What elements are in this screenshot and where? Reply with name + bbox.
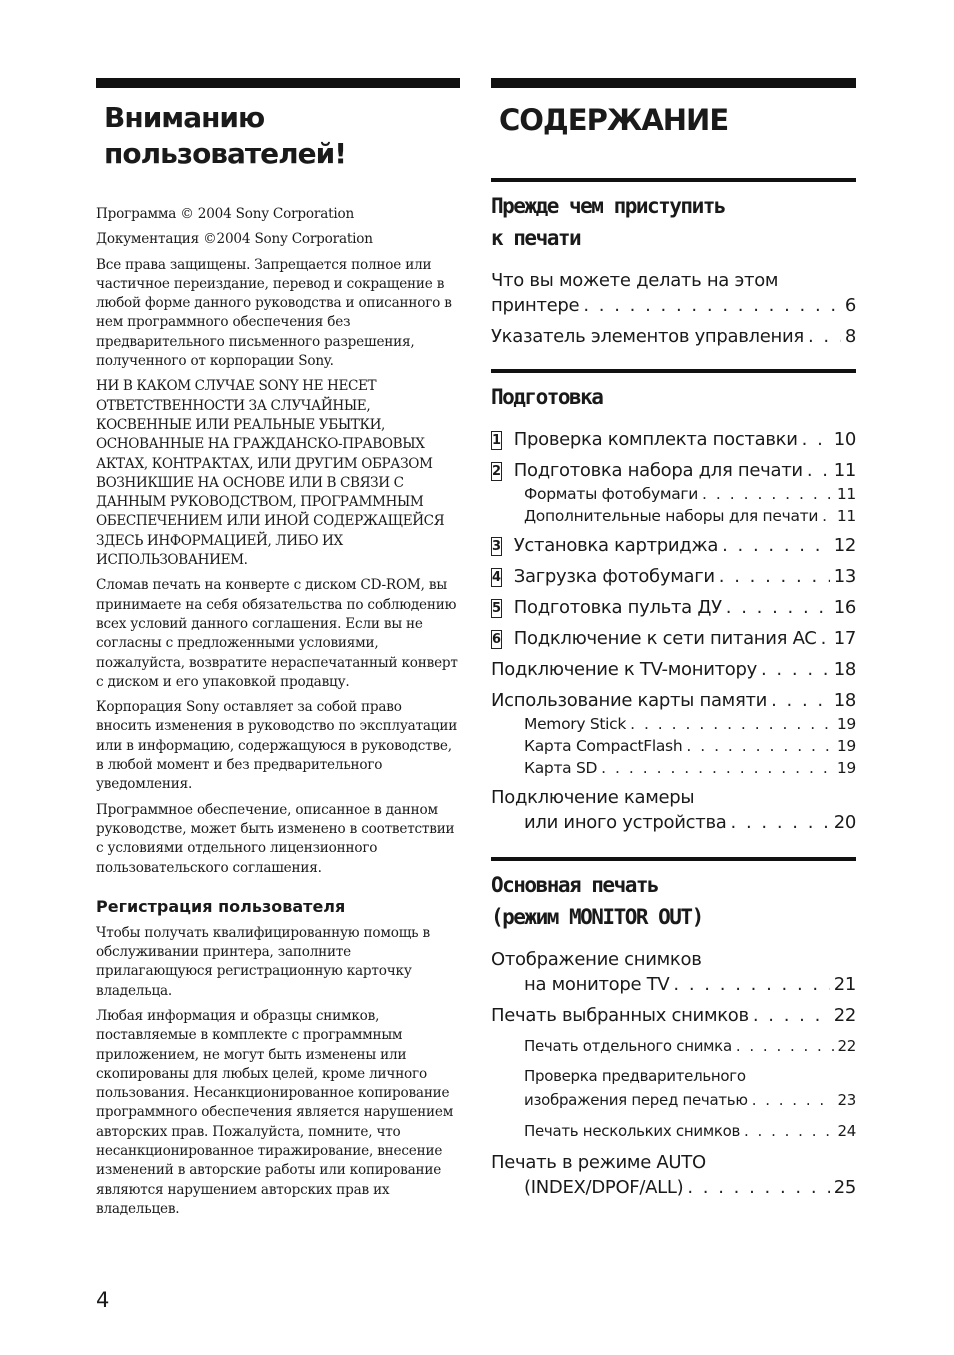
toc-page-number: 19 bbox=[836, 737, 856, 755]
software-paragraph: Программное обеспечение, описанное в данном руководстве, может быть изменено в соответствии с условиями отдельного лицензионного пользовательского соглашения. bbox=[96, 801, 455, 876]
notice-column bbox=[96, 78, 460, 1225]
toc-entry-label: принтере bbox=[491, 295, 580, 316]
toc-entry-label: Печать выбранных снимков bbox=[491, 1005, 749, 1026]
toc-entry-label: Подготовка пульта ДУ bbox=[513, 597, 722, 618]
cdrom-paragraph: Сломав печать на конверте с диском CD-ROM, вы принимаете на себя обязательства по соблюдению всех условий данного соглашения. Если вы не согласны с предложенными условиями, пожалуйста, возвратите нераспечатанный конверт с диском и его упаковкой продавцу. bbox=[96, 577, 458, 690]
toc-page-number: 8 bbox=[844, 326, 856, 347]
toc-page-number: 19 bbox=[836, 759, 856, 777]
toc-subentry[interactable] bbox=[491, 735, 856, 757]
section-heading: Подготовка bbox=[491, 385, 603, 409]
step-number-box: 1 bbox=[492, 433, 501, 448]
dot-leader bbox=[719, 564, 830, 589]
toc-entry-label: Проверка предварительного bbox=[524, 1067, 746, 1085]
toc-entry[interactable] bbox=[491, 458, 856, 483]
toc-entry-label: Подключение камеры bbox=[491, 787, 695, 808]
toc-entry-label: Печать нескольких снимков bbox=[524, 1122, 741, 1140]
dot-leader bbox=[744, 1119, 833, 1144]
toc-page-number: 11 bbox=[836, 507, 856, 525]
dot-leader bbox=[686, 735, 833, 757]
toc-entry-label: (INDEX/DPOF/ALL) bbox=[524, 1177, 684, 1198]
toc-section-basic-printing bbox=[491, 857, 856, 1200]
toc-entry[interactable] bbox=[491, 1175, 856, 1200]
toc-entry-label: Подключение к TV-монитору bbox=[491, 659, 757, 680]
toc-entry-label: Подготовка набора для печати bbox=[513, 460, 803, 481]
toc-page-number: 11 bbox=[836, 485, 856, 503]
toc-page-number: 22 bbox=[833, 1005, 856, 1026]
liability-paragraph: НИ В КАКОМ СЛУЧАЕ SONY НЕ НЕСЕТ ОТВЕТСТВЕННОСТИ ЗА СЛУЧАЙНЫЕ, КОСВЕННЫЕ ИЛИ РЕАЛЬНЫЕ УБЫТКИ, ОСНОВАННЫЕ НА ГРАЖДАНСКО-ПРАВОВЫХ АКТАХ, КОНТРАКТАХ, ИЛИ ДРУГИМ ОБРАЗОМ ВОЗНИКШИЕ НА ОСНОВЕ ИЛИ В СВЯЗИ С ДАННЫМ РУКОВОДСТВОМ, ПРОГРАММНЫМ ОБЕСПЕЧЕНИЕМ ИЛИ ИНОЙ СОДЕРЖАЩЕЙСЯ ЗДЕСЬ ИНФОРМАЦИЕЙ, ЛИБО ИХ ИСПОЛЬЗОВАНИЕМ. bbox=[96, 378, 445, 569]
step-number-box: 4 bbox=[492, 570, 501, 585]
toc-page-number: 13 bbox=[833, 566, 856, 587]
dot-leader bbox=[753, 1003, 830, 1028]
toc-entry-label: Загрузка фотобумаги bbox=[513, 566, 715, 587]
toc-subentry[interactable] bbox=[491, 1088, 856, 1113]
toc-entry[interactable] bbox=[491, 293, 856, 318]
section-rule bbox=[491, 178, 856, 182]
toc-entry[interactable] bbox=[491, 324, 856, 349]
toc-entry-label: Указатель элементов управления bbox=[491, 326, 804, 347]
changes-paragraph: Корпорация Sony оставляет за собой право вносить изменения в руководство по эксплуатации или в информацию, содержащуюся в руководстве, в любой момент и без предварительного уведомления. bbox=[96, 699, 458, 793]
toc-entry[interactable] bbox=[491, 533, 856, 558]
toc-section-preparation bbox=[491, 369, 856, 835]
notice-body bbox=[96, 205, 460, 1219]
toc-entry[interactable] bbox=[491, 1003, 856, 1028]
dot-leader bbox=[771, 688, 830, 713]
copyright-documentation: Документация ©2004 Sony Corporation bbox=[96, 231, 373, 248]
toc-entry[interactable] bbox=[491, 810, 856, 835]
step-number-box: 5 bbox=[492, 601, 501, 616]
dot-leader bbox=[731, 810, 830, 835]
section-heading-line: к печати bbox=[491, 226, 581, 250]
toc-subentry[interactable] bbox=[491, 757, 856, 779]
toc-page-number: 12 bbox=[833, 535, 856, 556]
toc-entry[interactable] bbox=[491, 688, 856, 713]
toc-entry-label: на мониторе TV bbox=[524, 974, 670, 995]
title-rule bbox=[96, 78, 460, 88]
contents-title: СОДЕРЖАНИЕ bbox=[499, 103, 729, 137]
toc-page-number: 18 bbox=[833, 690, 856, 711]
dot-leader bbox=[687, 1175, 829, 1200]
toc-entry-label: Карта CompactFlash bbox=[524, 737, 683, 755]
contents-rule bbox=[491, 78, 856, 88]
toc-subentry[interactable] bbox=[491, 1034, 856, 1059]
section-heading bbox=[491, 190, 856, 254]
section-heading-line: Основная печать bbox=[491, 873, 659, 897]
toc-page-number: 19 bbox=[836, 715, 856, 733]
toc-page-number: 24 bbox=[837, 1122, 856, 1140]
toc-entry[interactable] bbox=[491, 427, 856, 452]
toc-page-number: 18 bbox=[833, 659, 856, 680]
dot-leader bbox=[583, 293, 841, 318]
rights-paragraph: Все права защищены. Запрещается полное или частичное переиздание, перевод и сокращение в любой форме данного руководства и описанного в нем программного обеспечения без предварительного письменного разрешения, полученного от корпорации Sony. bbox=[96, 256, 452, 370]
section-heading-line: (режим MONITOR OUT) bbox=[491, 905, 703, 929]
toc-subentry[interactable] bbox=[491, 483, 856, 505]
dot-leader bbox=[808, 324, 841, 349]
dot-leader bbox=[722, 533, 830, 558]
dot-leader bbox=[802, 427, 830, 452]
toc-entry-label: Подключение к сети питания AC bbox=[513, 628, 817, 649]
toc-subentry[interactable] bbox=[491, 713, 856, 735]
copyright-program: Программа © 2004 Sony Corporation bbox=[96, 206, 355, 222]
section-heading bbox=[491, 869, 856, 933]
registration-heading: Регистрация пользователя bbox=[96, 896, 346, 916]
toc-page-number: 10 bbox=[833, 429, 856, 450]
toc-page-number: 25 bbox=[833, 1177, 856, 1198]
section-rule bbox=[491, 857, 856, 861]
toc-entry-label: Что вы можете делать на этом bbox=[491, 270, 779, 291]
dot-leader bbox=[630, 713, 833, 735]
toc-entry-label: Установка картриджа bbox=[513, 535, 719, 556]
toc-page-number: 21 bbox=[833, 974, 856, 995]
toc-page-number: 16 bbox=[833, 597, 856, 618]
dot-leader bbox=[673, 972, 829, 997]
dot-leader bbox=[752, 1088, 834, 1113]
toc-entry-label: Печать отдельного снимка bbox=[524, 1037, 732, 1055]
toc-entry-label: Форматы фотобумаги bbox=[524, 485, 699, 503]
toc-entry-label: Использование карты памяти bbox=[491, 690, 768, 711]
section-rule bbox=[491, 369, 856, 373]
dot-leader bbox=[807, 458, 830, 483]
toc-subentry[interactable] bbox=[491, 505, 856, 527]
dot-leader bbox=[702, 483, 833, 505]
toc-page-number: 22 bbox=[837, 1037, 856, 1055]
toc-entry-label: Печать в режиме AUTO bbox=[491, 1152, 706, 1173]
dot-leader bbox=[601, 757, 833, 779]
toc-page-number: 17 bbox=[833, 628, 856, 649]
step-number-box: 3 bbox=[492, 539, 501, 554]
step-number-box: 2 bbox=[492, 464, 501, 479]
toc-entry-label: Дополнительные наборы для печати bbox=[524, 507, 819, 525]
toc-entry-label: Memory Stick bbox=[524, 715, 627, 733]
toc-entry[interactable] bbox=[491, 564, 856, 589]
step-number-box: 6 bbox=[492, 632, 501, 647]
dot-leader bbox=[822, 505, 833, 527]
dot-leader bbox=[821, 626, 830, 651]
toc-entry[interactable] bbox=[491, 595, 856, 620]
registration-paragraph: Чтобы получать квалифицированную помощь в обслуживании принтера, заполните прилагающуюся регистрационную карточку владельца. bbox=[96, 924, 430, 999]
toc-entry-label: изображения перед печатью bbox=[524, 1091, 748, 1109]
dot-leader bbox=[761, 657, 830, 682]
notice-title-line: Вниманию bbox=[104, 101, 265, 134]
toc-entry-label: или иного устройства bbox=[524, 812, 727, 833]
usage-paragraph: Любая информация и образцы снимков, поставляемые в комплекте с программным приложением, не могут быть изменены или скопированы для любых целей, кроме личного пользования. Несанкционированное копирование программного обеспечения является нарушением авторских прав. Пожалуйста, помните, что несанкционированное тиражирование, внесение изменений в авторские работы или копирование являются нарушением авторских прав их владельцев. bbox=[96, 1007, 454, 1217]
toc-entry-label: Проверка комплекта поставки bbox=[513, 429, 798, 450]
section-heading-line: Прежде чем приступить bbox=[491, 194, 726, 218]
contents-column bbox=[491, 78, 856, 1200]
dot-leader bbox=[736, 1034, 834, 1059]
toc-entry[interactable] bbox=[491, 626, 856, 651]
toc-page-number: 23 bbox=[837, 1091, 856, 1109]
toc-page-number: 20 bbox=[833, 812, 856, 833]
toc-entry-label: Карта SD bbox=[524, 759, 598, 777]
toc-section-before-printing bbox=[491, 178, 856, 349]
toc-page-number: 11 bbox=[833, 460, 856, 481]
toc-entry-label: Отображение снимков bbox=[491, 949, 702, 970]
toc-entry[interactable] bbox=[491, 972, 856, 997]
toc-entry[interactable] bbox=[491, 657, 856, 682]
toc-page-number: 6 bbox=[844, 295, 856, 316]
notice-title-line: пользователей! bbox=[104, 137, 347, 170]
page-number: 4 bbox=[96, 1288, 110, 1312]
dot-leader bbox=[726, 595, 830, 620]
notice-title bbox=[104, 100, 460, 172]
toc-subentry[interactable] bbox=[491, 1119, 856, 1144]
